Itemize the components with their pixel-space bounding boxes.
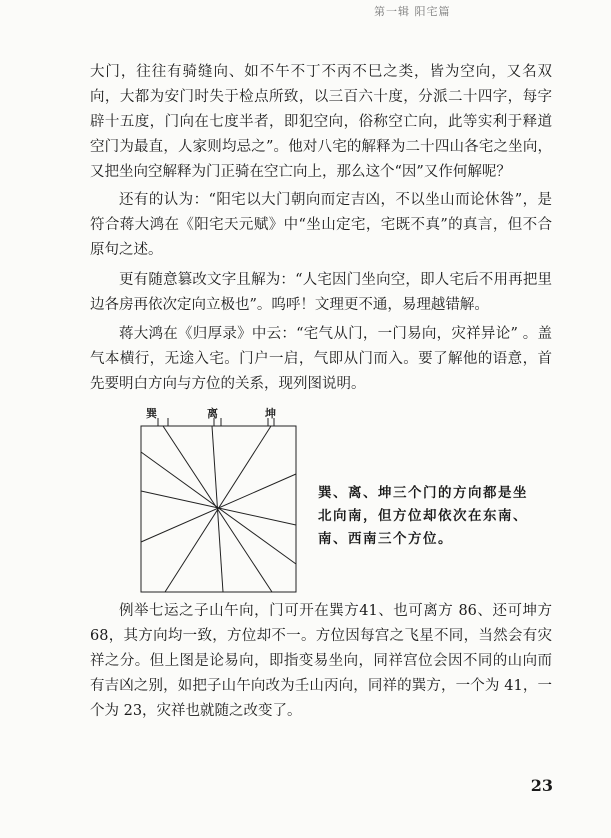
label-xun: 巽 xyxy=(146,407,157,420)
door-direction-diagram xyxy=(141,407,296,592)
label-kun: 坤 xyxy=(265,407,276,420)
meridian-line xyxy=(141,452,296,564)
diagram-graphic xyxy=(141,412,296,592)
paragraph: 蒋大鸿在《归厚录》中云：“宅气从门，一门易向，灾祥异论” 。盖气本横行，无途入宅。门户一启，气即从门而入。要了解他的语意，首先要明白方向与方位的关系，现列图说明。 xyxy=(90,326,552,392)
running-header: 第一辑 阳宅篇 xyxy=(374,5,451,18)
paragraph: 大门，往往有骑缝向、如不午不丁不丙不巳之类，皆为空向，又名双向，大都为安门时失于检点所致，以三百六十度，分派二十四字，每字辟十五度，门向在七度半者，即犯空向，俗称空亡向，此等实利于释道空门为最直，人家则均忌之”。他对八宅的解释为二十四山各宅之坐向，又把坐向空解释为门正骑在空亡向上，那么这个“因”又作何解呢？ xyxy=(90,64,552,180)
page-number: 23 xyxy=(530,776,553,795)
paragraph: 例举七运之子山午向，门可开在巽方41、也可离方 86、还可坤方 68，其方向均一致，方位却不一。方位因每宫之飞星不同，当然会有灾祥之分。但上图是论易向，即指变易坐向，同祥宫位会因不同的山向而有吉凶之别，如把子山午向改为壬山丙向，同祥的巽方，一个为 41，一个为 23，灾祥也就随之改变了。 xyxy=(90,603,552,719)
paragraph: 还有的认为：“阳宅以大门朝向而定吉凶，不以坐山而论休咎”，是符合蒋大鸿在《阳宅天元赋》中“坐山定宅，宅既不真”的真言，但不合原句之述。 xyxy=(90,192,552,258)
label-li: 离 xyxy=(207,407,218,420)
paragraph: 更有随意篡改文字且解为：“人宅因门坐向空，即人宅后不用再把里边各房再依次定向立极也”。呜呼！文理更不通，易理越错解。 xyxy=(90,272,552,313)
diagram-caption: 巽、离、坤三个门的方向都是坐北向南，但方位却依次在东南、南、西南三个方位。 xyxy=(318,485,528,547)
